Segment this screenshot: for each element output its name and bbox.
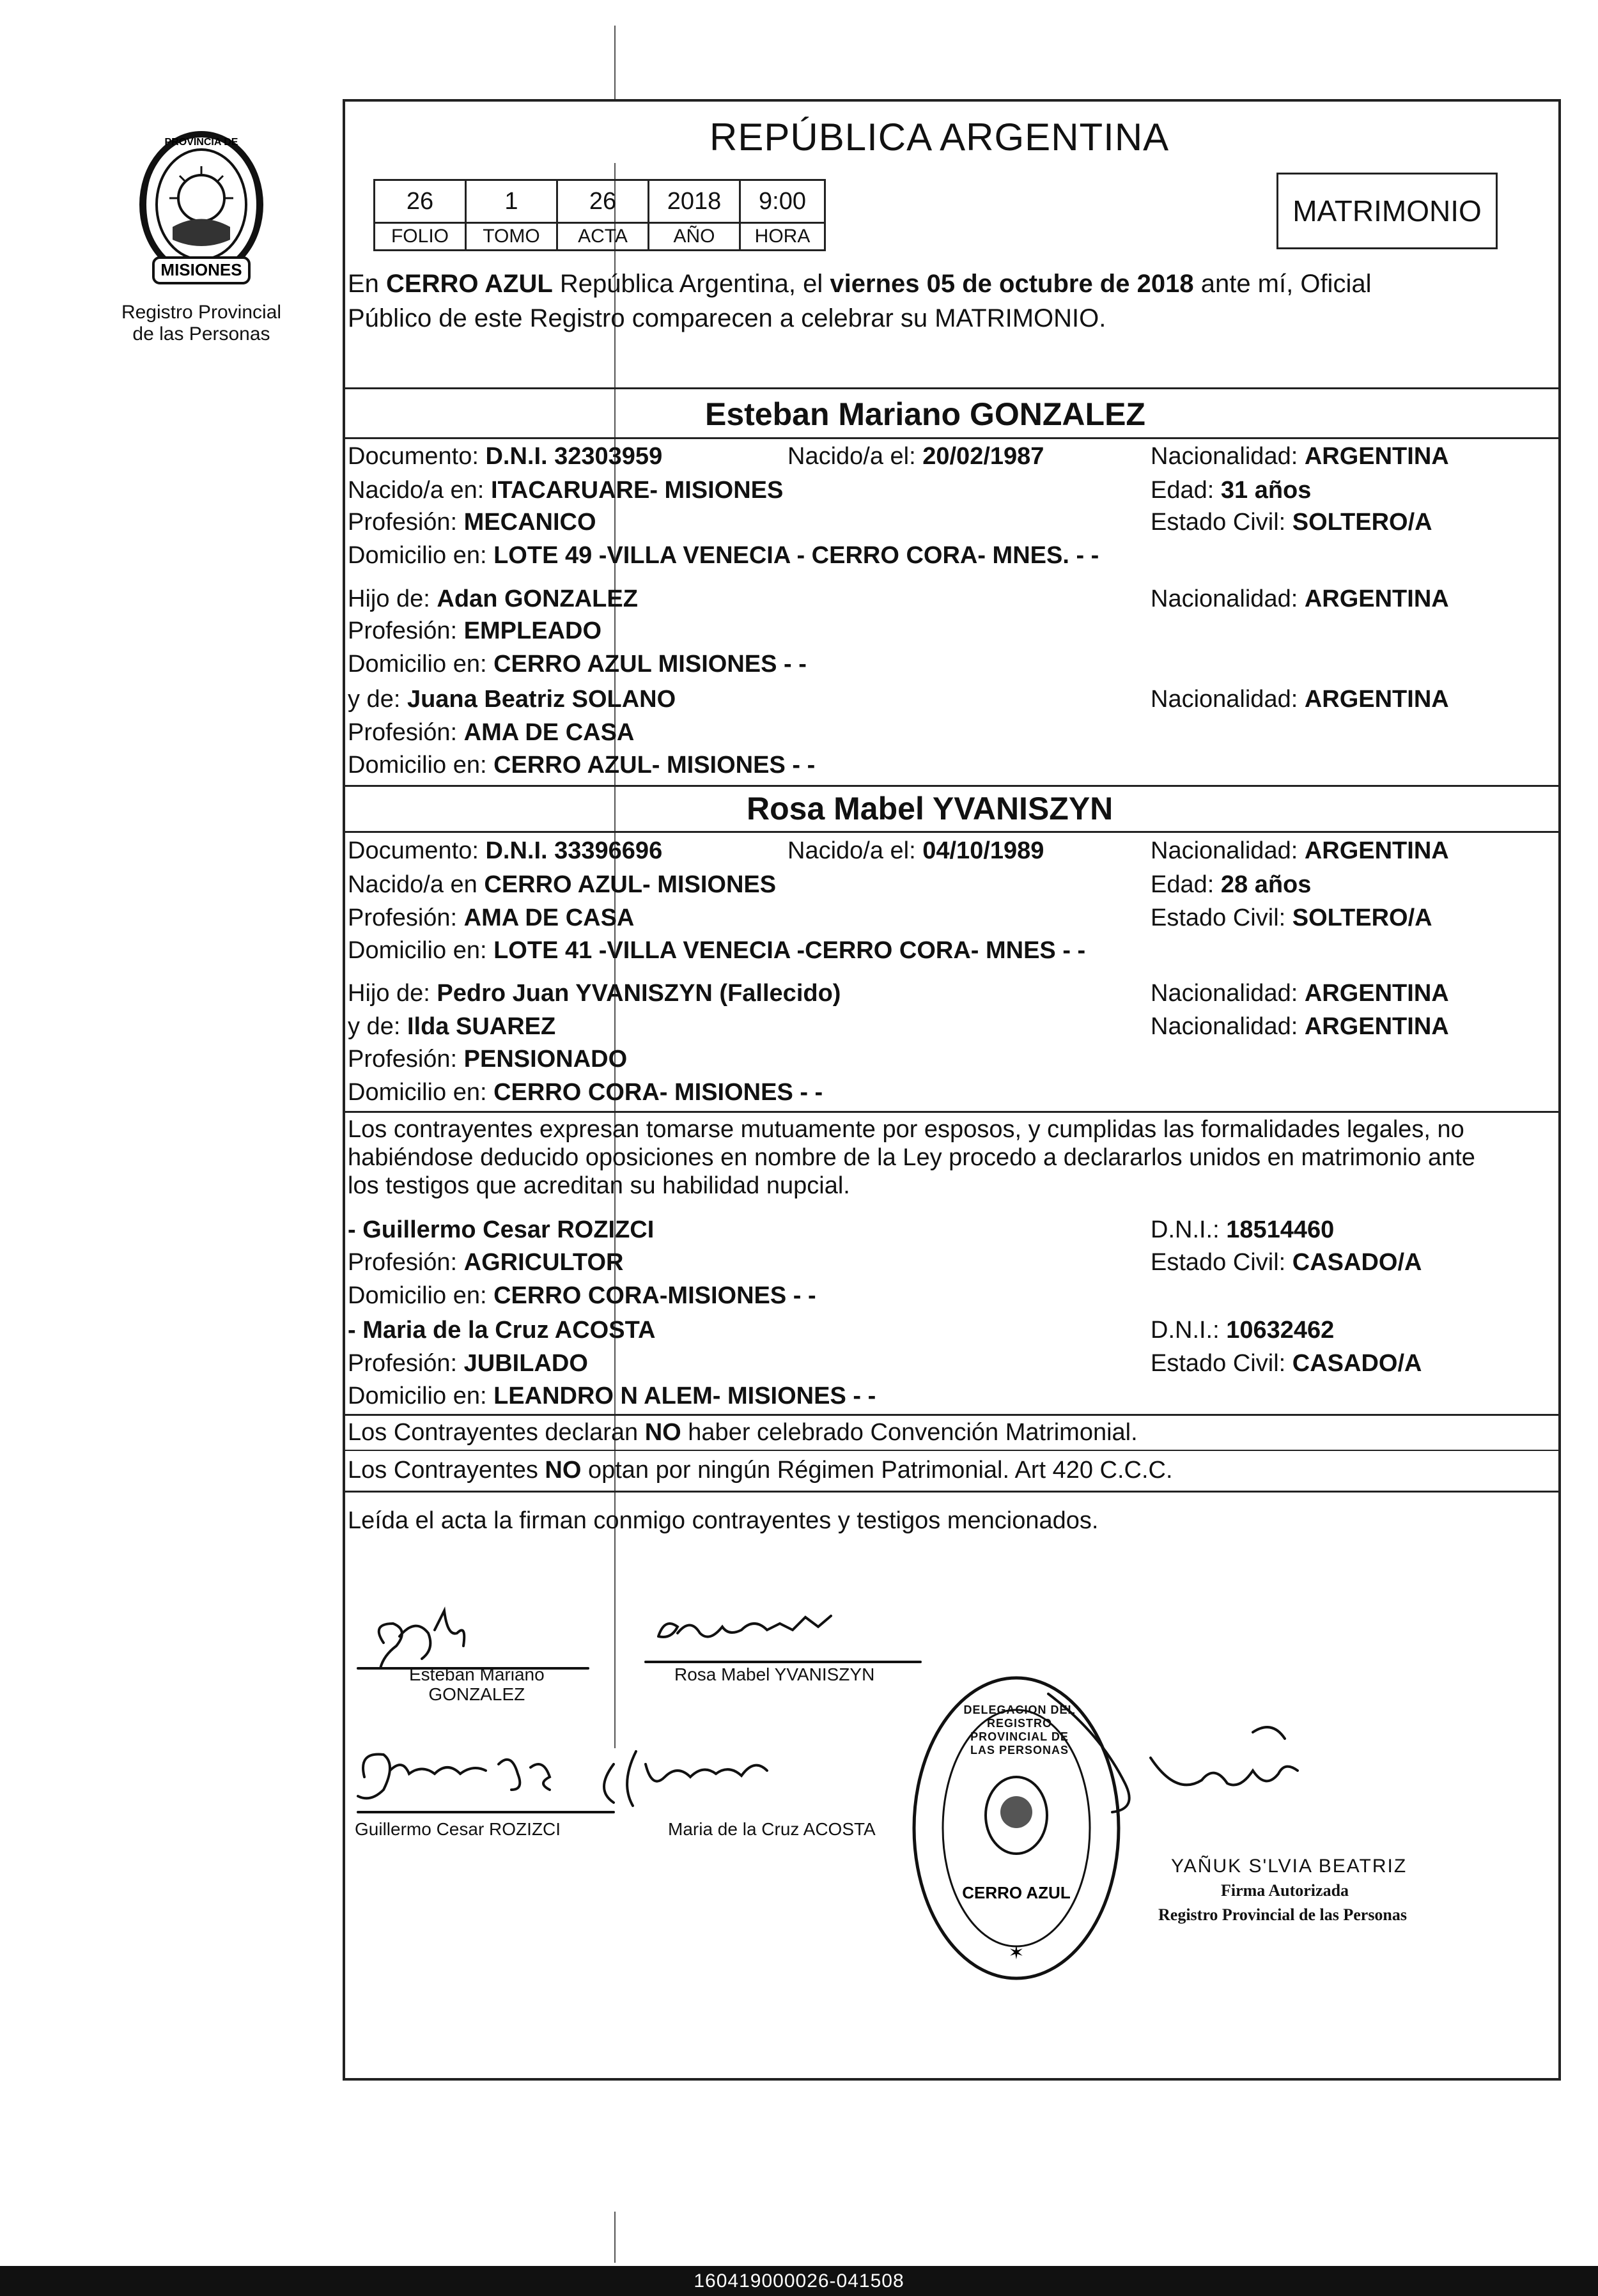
ano-value: 2018 [649,180,740,223]
declaration-line-2: habiéndose deducido oposiciones en nombre de la Ley procedo a declararlos unidos en matrimonio ante [348,1144,1475,1171]
intro-line-1: En CERRO AZUL República Argentina, el viernes 05 de octubre de 2018 ante mí, Oficial [348,270,1372,298]
convention-line-2: Los Contrayentes NO optan por ningún Régimen Patrimonial. Art 420 C.C.C. [348,1457,1173,1484]
groom-name: Esteban Mariano GONZALEZ [705,396,1145,432]
registry-caption-line2: de las Personas [132,323,270,345]
stamp-ring-text: DELEGACION DEL REGISTRO PROVINCIAL DE LAS PERSONAS [963,1703,1076,1757]
svg-text:CERRO AZUL: CERRO AZUL [962,1883,1071,1902]
witness-1-address: Domicilio en: CERRO CORA-MISIONES - - [348,1282,816,1309]
groom-signature-name: Esteban Mariano GONZALEZ [409,1664,545,1704]
groom-address: Domicilio en: LOTE 49 -VILLA VENECIA - CERRO CORA- MNES. - - [348,542,1099,569]
scan-fold-line-top [614,26,616,99]
acta-label: ACTA [557,223,649,251]
divider [343,387,1561,389]
declaration-line-1: Los contrayentes expresan tomarse mutuamente por esposos, y cumplidas las formalidades legales, no [348,1116,1464,1143]
tomo-label: TOMO [466,223,557,251]
folio-value: 26 [375,180,466,223]
groom-mother-address: Domicilio en: CERRO AZUL- MISIONES - - [348,752,816,779]
intro-line-2: Público de este Registro comparecen a celebrar su MATRIMONIO. [348,304,1106,332]
groom-mother-nationality: Nacionalidad: ARGENTINA [1151,686,1449,713]
ano-label: AÑO [649,223,740,251]
groom-document: Documento: D.N.I. 32303959 [348,443,663,470]
witness-1-profession: Profesión: AGRICULTOR [348,1249,624,1276]
svg-text:✶: ✶ [1008,1943,1025,1964]
witness-2-signature-name: Maria de la Cruz ACOSTA [668,1819,876,1839]
divider [343,831,1561,833]
bride-profession: Profesión: AMA DE CASA [348,904,635,931]
witness-1-signature-name: Guillermo Cesar ROZIZCI [355,1819,561,1839]
handwritten-signatures-icon [345,1598,1304,1854]
official-name: YAÑUK S'LVIA BEATRIZ [1171,1856,1408,1877]
footer-document-code: 160419000026-041508 [0,2266,1598,2296]
witness-1-civil-status: Estado Civil: CASADO/A [1151,1249,1422,1276]
groom-mother-profession: Profesión: AMA DE CASA [348,719,635,746]
witness-2-name: - Maria de la Cruz ACOSTA [348,1317,656,1344]
divider [343,1111,1561,1113]
witness-1-dni: D.N.I.: 18514460 [1151,1216,1335,1243]
bride-nationality: Nacionalidad: ARGENTINA [1151,837,1449,864]
groom-nationality: Nacionalidad: ARGENTINA [1151,443,1449,470]
divider [343,1491,1561,1493]
bride-birthdate: Nacido/a el: 04/10/1989 [787,837,1044,864]
svg-text:MISIONES: MISIONES [160,260,242,279]
witness-2-civil-status: Estado Civil: CASADO/A [1151,1350,1422,1377]
province-coat-of-arms-icon [125,131,278,291]
hora-value: 9:00 [740,180,825,223]
hora-label: HORA [740,223,825,251]
official-registry: Registro Provincial de las Personas [1158,1905,1408,1924]
groom-birthdate: Nacido/a el: 20/02/1987 [787,443,1044,470]
bride-parent-address: Domicilio en: CERRO CORA- MISIONES - - [348,1079,823,1106]
folio-label: FOLIO [375,223,466,251]
page-title: REPÚBLICA ARGENTINA [710,116,1170,159]
divider [343,1450,1561,1451]
closing-statement: Leída el acta la firman conmigo contrayentes y testigos mencionados. [348,1507,1099,1534]
declaration-line-3: los testigos que acreditan su habilidad nupcial. [348,1172,850,1199]
bride-signature-name: Rosa Mabel YVANISZYN [674,1664,875,1684]
official-role: Firma Autorizada [1221,1881,1349,1900]
divider [343,1414,1561,1416]
bride-birthplace: Nacido/a en CERRO AZUL- MISIONES [348,871,777,898]
bride-father-nationality: Nacionalidad: ARGENTINA [1151,980,1449,1007]
convention-line-1: Los Contrayentes declaran NO haber celebrado Convención Matrimonial. [348,1419,1138,1446]
bride-civil-status: Estado Civil: SOLTERO/A [1151,904,1432,931]
svg-text:PROVINCIA DE: PROVINCIA DE [164,137,238,148]
witness-2-address: Domicilio en: LEANDRO N ALEM- MISIONES - - [348,1383,876,1409]
registry-logo [125,131,278,291]
witness-2-dni: D.N.I.: 10632462 [1151,1317,1335,1344]
bride-parent-profession: Profesión: PENSIONADO [348,1046,628,1073]
bride-mother-nationality: Nacionalidad: ARGENTINA [1151,1013,1449,1040]
groom-father: Hijo de: Adan GONZALEZ [348,586,638,612]
tomo-value: 1 [466,180,557,223]
record-table [373,179,826,251]
witness-2-profession: Profesión: JUBILADO [348,1350,588,1377]
witness-1-name: - Guillermo Cesar ROZIZCI [348,1216,655,1243]
bride-father: Hijo de: Pedro Juan YVANISZYN (Fallecido) [348,980,841,1007]
divider [343,437,1561,439]
groom-profession: Profesión: MECANICO [348,509,596,536]
groom-father-profession: Profesión: EMPLEADO [348,617,602,644]
bride-mother: y de: Ilda SUAREZ [348,1013,556,1040]
registry-caption [102,302,300,345]
groom-mother: y de: Juana Beatriz SOLANO [348,686,676,713]
bride-document: Documento: D.N.I. 33396696 [348,837,663,864]
bride-name: Rosa Mabel YVANISZYN [747,791,1113,826]
bride-age: Edad: 28 años [1151,871,1312,898]
bride-address: Domicilio en: LOTE 41 -VILLA VENECIA -CERRO CORA- MNES - - [348,937,1086,964]
groom-age: Edad: 31 años [1151,477,1312,504]
groom-birthplace: Nacido/a en: ITACARUARE- MISIONES [348,477,784,504]
registry-caption-line1: Registro Provincial [121,302,282,323]
act-type-box: MATRIMONIO [1276,173,1498,249]
groom-father-nationality: Nacionalidad: ARGENTINA [1151,586,1449,612]
groom-civil-status: Estado Civil: SOLTERO/A [1151,509,1432,536]
divider [343,785,1561,787]
acta-value: 26 [557,180,649,223]
scan-fold-line-bottom [614,2212,616,2263]
groom-father-address: Domicilio en: CERRO AZUL MISIONES - - [348,651,807,678]
